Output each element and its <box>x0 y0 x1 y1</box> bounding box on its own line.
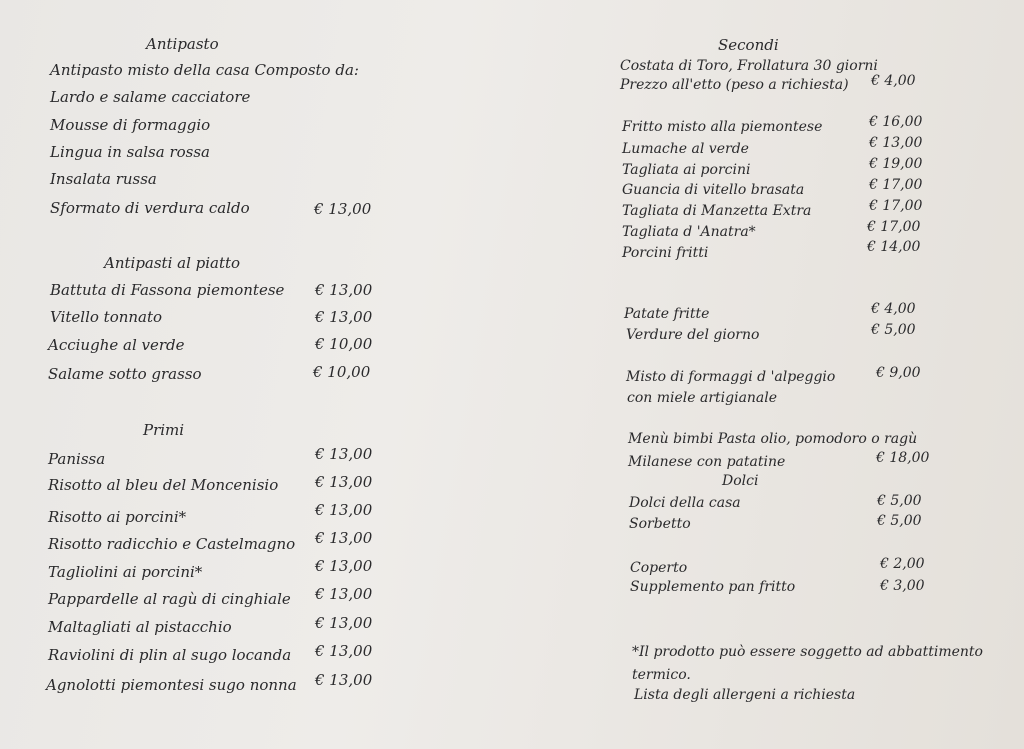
menu-item-name: Lardo e salame cacciatore <box>50 88 251 106</box>
menu-item-name: Mousse di formaggio <box>50 116 211 134</box>
menu-item-note: con miele artigianale <box>627 390 778 406</box>
menu-item-price: € 17,00 <box>869 198 923 214</box>
menu-item-price: € 17,00 <box>867 219 921 235</box>
menu-item-name: Tagliata ai porcini <box>622 162 751 178</box>
menu-item-name: Patate fritte <box>624 306 710 322</box>
menu-item-name: Costata di Toro, Frollatura 30 giorni <box>620 58 878 74</box>
menu-item-name: Supplemento pan fritto <box>630 579 796 595</box>
menu-item-price: € 2,00 <box>880 556 925 572</box>
menu-item-name: Acciughe al verde <box>48 336 185 354</box>
menu-item-name: Sorbetto <box>629 516 691 532</box>
menu-item-price: € 10,00 <box>313 363 371 381</box>
menu-item-price: € 18,00 <box>876 450 930 466</box>
footnote-abbattimento: *Il prodotto può essere soggetto ad abbattimento <box>632 644 983 660</box>
section-heading-secondi: Secondi <box>718 36 779 54</box>
menu-item-name: Pappardelle al ragù di cinghiale <box>48 590 291 608</box>
menu-item-price: € 13,00 <box>315 529 373 547</box>
menu-item-price: € 4,00 <box>871 301 916 317</box>
menu-item-price: € 4,00 <box>871 73 916 89</box>
menu-item-name: Raviolini di plin al sugo locanda <box>48 646 292 664</box>
menu-item-name: Lingua in salsa rossa <box>50 143 211 161</box>
menu-item-name: Risotto radicchio e Castelmagno <box>48 535 296 553</box>
section-heading-antipasto: Antipasto <box>146 35 219 53</box>
menu-item-name: Dolci della casa <box>629 495 741 511</box>
menu-item-price: € 19,00 <box>869 156 923 172</box>
menu-item-price: € 13,00 <box>315 281 373 299</box>
menu-item-price: € 16,00 <box>869 114 923 130</box>
menu-item-name: Menù bimbi Pasta olio, pomodoro o ragù <box>628 431 918 447</box>
menu-item-name: Sformato di verdura caldo <box>50 199 250 217</box>
menu-item-name: Risotto ai porcini* <box>48 508 187 526</box>
menu-item-name: Porcini fritti <box>622 245 709 261</box>
menu-item-name: Guancia di vitello brasata <box>622 182 805 198</box>
menu-item-name: Tagliolini ai porcini* <box>48 563 203 581</box>
menu-item-name: Misto di formaggi d 'alpeggio <box>626 369 836 385</box>
menu-item-price: € 5,00 <box>877 493 922 509</box>
menu-item-price: € 10,00 <box>315 335 373 353</box>
menu-item-price: € 9,00 <box>876 365 921 381</box>
menu-item-name: Risotto al bleu del Moncenisio <box>48 476 279 494</box>
menu-item-name: Vitello tonnato <box>50 308 163 326</box>
menu-item-name: Tagliata d 'Anatra* <box>622 224 756 240</box>
footnote-termico: termico. <box>632 667 691 683</box>
menu-item-price: € 13,00 <box>315 308 373 326</box>
menu-item-price: € 13,00 <box>315 557 373 575</box>
menu-item-name: Milanese con patatine <box>628 454 786 470</box>
right-menu-page <box>512 0 1024 749</box>
menu-item-price: € 17,00 <box>869 177 923 193</box>
menu-item-name: Insalata russa <box>50 170 157 188</box>
menu-item-name: Verdure del giorno <box>626 327 760 343</box>
section-heading-primi: Primi <box>143 421 185 439</box>
menu-item-name: Maltagliati al pistacchio <box>48 618 232 636</box>
menu-item-price: € 13,00 <box>315 614 373 632</box>
section-heading-antipasti-al-piatto: Antipasti al piatto <box>104 254 241 272</box>
menu-item-name: Fritto misto alla piemontese <box>622 119 823 135</box>
menu-item-price: € 13,00 <box>315 445 373 463</box>
menu-item-name: Panissa <box>48 450 106 468</box>
footnote-allergeni: Lista degli allergeni a richiesta <box>634 687 856 703</box>
menu-item-price: € 13,00 <box>315 642 373 660</box>
menu-item-price: € 14,00 <box>867 239 921 255</box>
menu-item-price: € 13,00 <box>869 135 923 151</box>
menu-item-price: € 13,00 <box>315 473 373 491</box>
section-heading-dolci: Dolci <box>722 473 759 489</box>
menu-item-note: Prezzo all'etto (peso a richiesta) <box>620 77 849 93</box>
menu-item-name: Battuta di Fassona piemontese <box>50 281 285 299</box>
menu-item-name: Lumache al verde <box>622 141 749 157</box>
menu-item-price: € 5,00 <box>877 513 922 529</box>
menu-item-name: Tagliata di Manzetta Extra <box>622 203 812 219</box>
menu-item-price: € 13,00 <box>315 501 373 519</box>
menu-item-name: Salame sotto grasso <box>48 365 202 383</box>
menu-item-price: € 13,00 <box>314 200 372 218</box>
menu-item-price: € 5,00 <box>871 322 916 338</box>
menu-item-name: Antipasto misto della casa Composto da: <box>50 61 359 79</box>
menu-item-price: € 13,00 <box>315 585 373 603</box>
menu-item-name: Coperto <box>630 560 688 576</box>
menu-item-name: Agnolotti piemontesi sugo nonna <box>46 676 297 694</box>
menu-item-price: € 13,00 <box>315 671 373 689</box>
menu-item-price: € 3,00 <box>880 578 925 594</box>
